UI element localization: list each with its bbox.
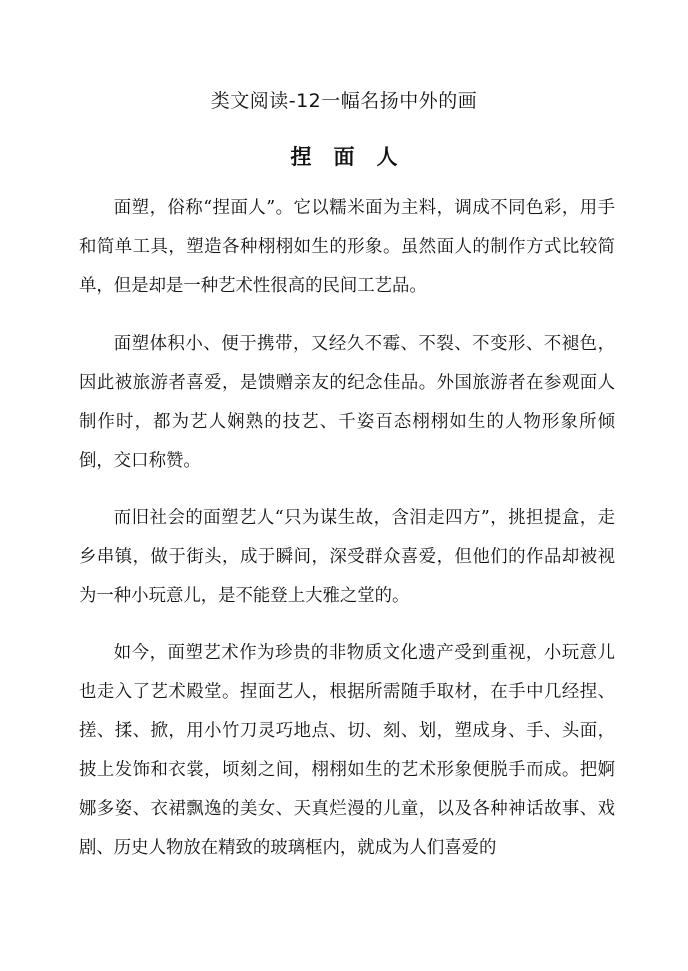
paragraph-2: 面塑体积小、便于携带，又经久不霉、不裂、不变形、不褪色，因此被旅游者喜爱，是馈赠亲友的纪念佳品。外国旅游者在参观面人制作时，都为艺人娴熟的技艺、千姿百态栩栩如生的人物形象所倾倒，交口称赞。 <box>79 334 615 471</box>
article-title: 捏面人 <box>290 144 420 169</box>
paragraph-4: 如今，面塑艺术作为珍贵的非物质文化遗产受到重视，小玩意儿也走入了艺术殿堂。捏面艺人，根据所需随手取材，在手中几经捏、搓、揉、掀，用小竹刀灵巧地点、切、刻、划，塑成身、手、头面，披上发饰和衣裳，顷刻之间，栩栩如生的艺术形象便脱手而成。把婀娜多姿、衣裙飘逸的美女、天真烂漫的儿童，以及各种神话故事、戏剧、历史人物放在精致的玻璃框内，就成为人们喜爱的 <box>79 643 615 858</box>
paragraph-3: 而旧社会的面塑艺人“只为谋生故，含泪走四方”，挑担提盒，走乡串镇，做于街头，成于瞬间，深受群众喜爱，但他们的作品却被视为一种小玩意儿，是不能登上大雅之堂的。 <box>79 508 615 606</box>
document-header-title: 类文阅读-12一幅名扬中外的画 <box>210 90 478 112</box>
paragraph-1: 面塑，俗称“捏面人”。它以糯米面为主料，调成不同色彩，用手和简单工具，塑造各种栩栩如生的形象。虽然面人的制作方式比较简单，但是却是一种艺术性很高的民间工艺品。 <box>79 198 615 296</box>
